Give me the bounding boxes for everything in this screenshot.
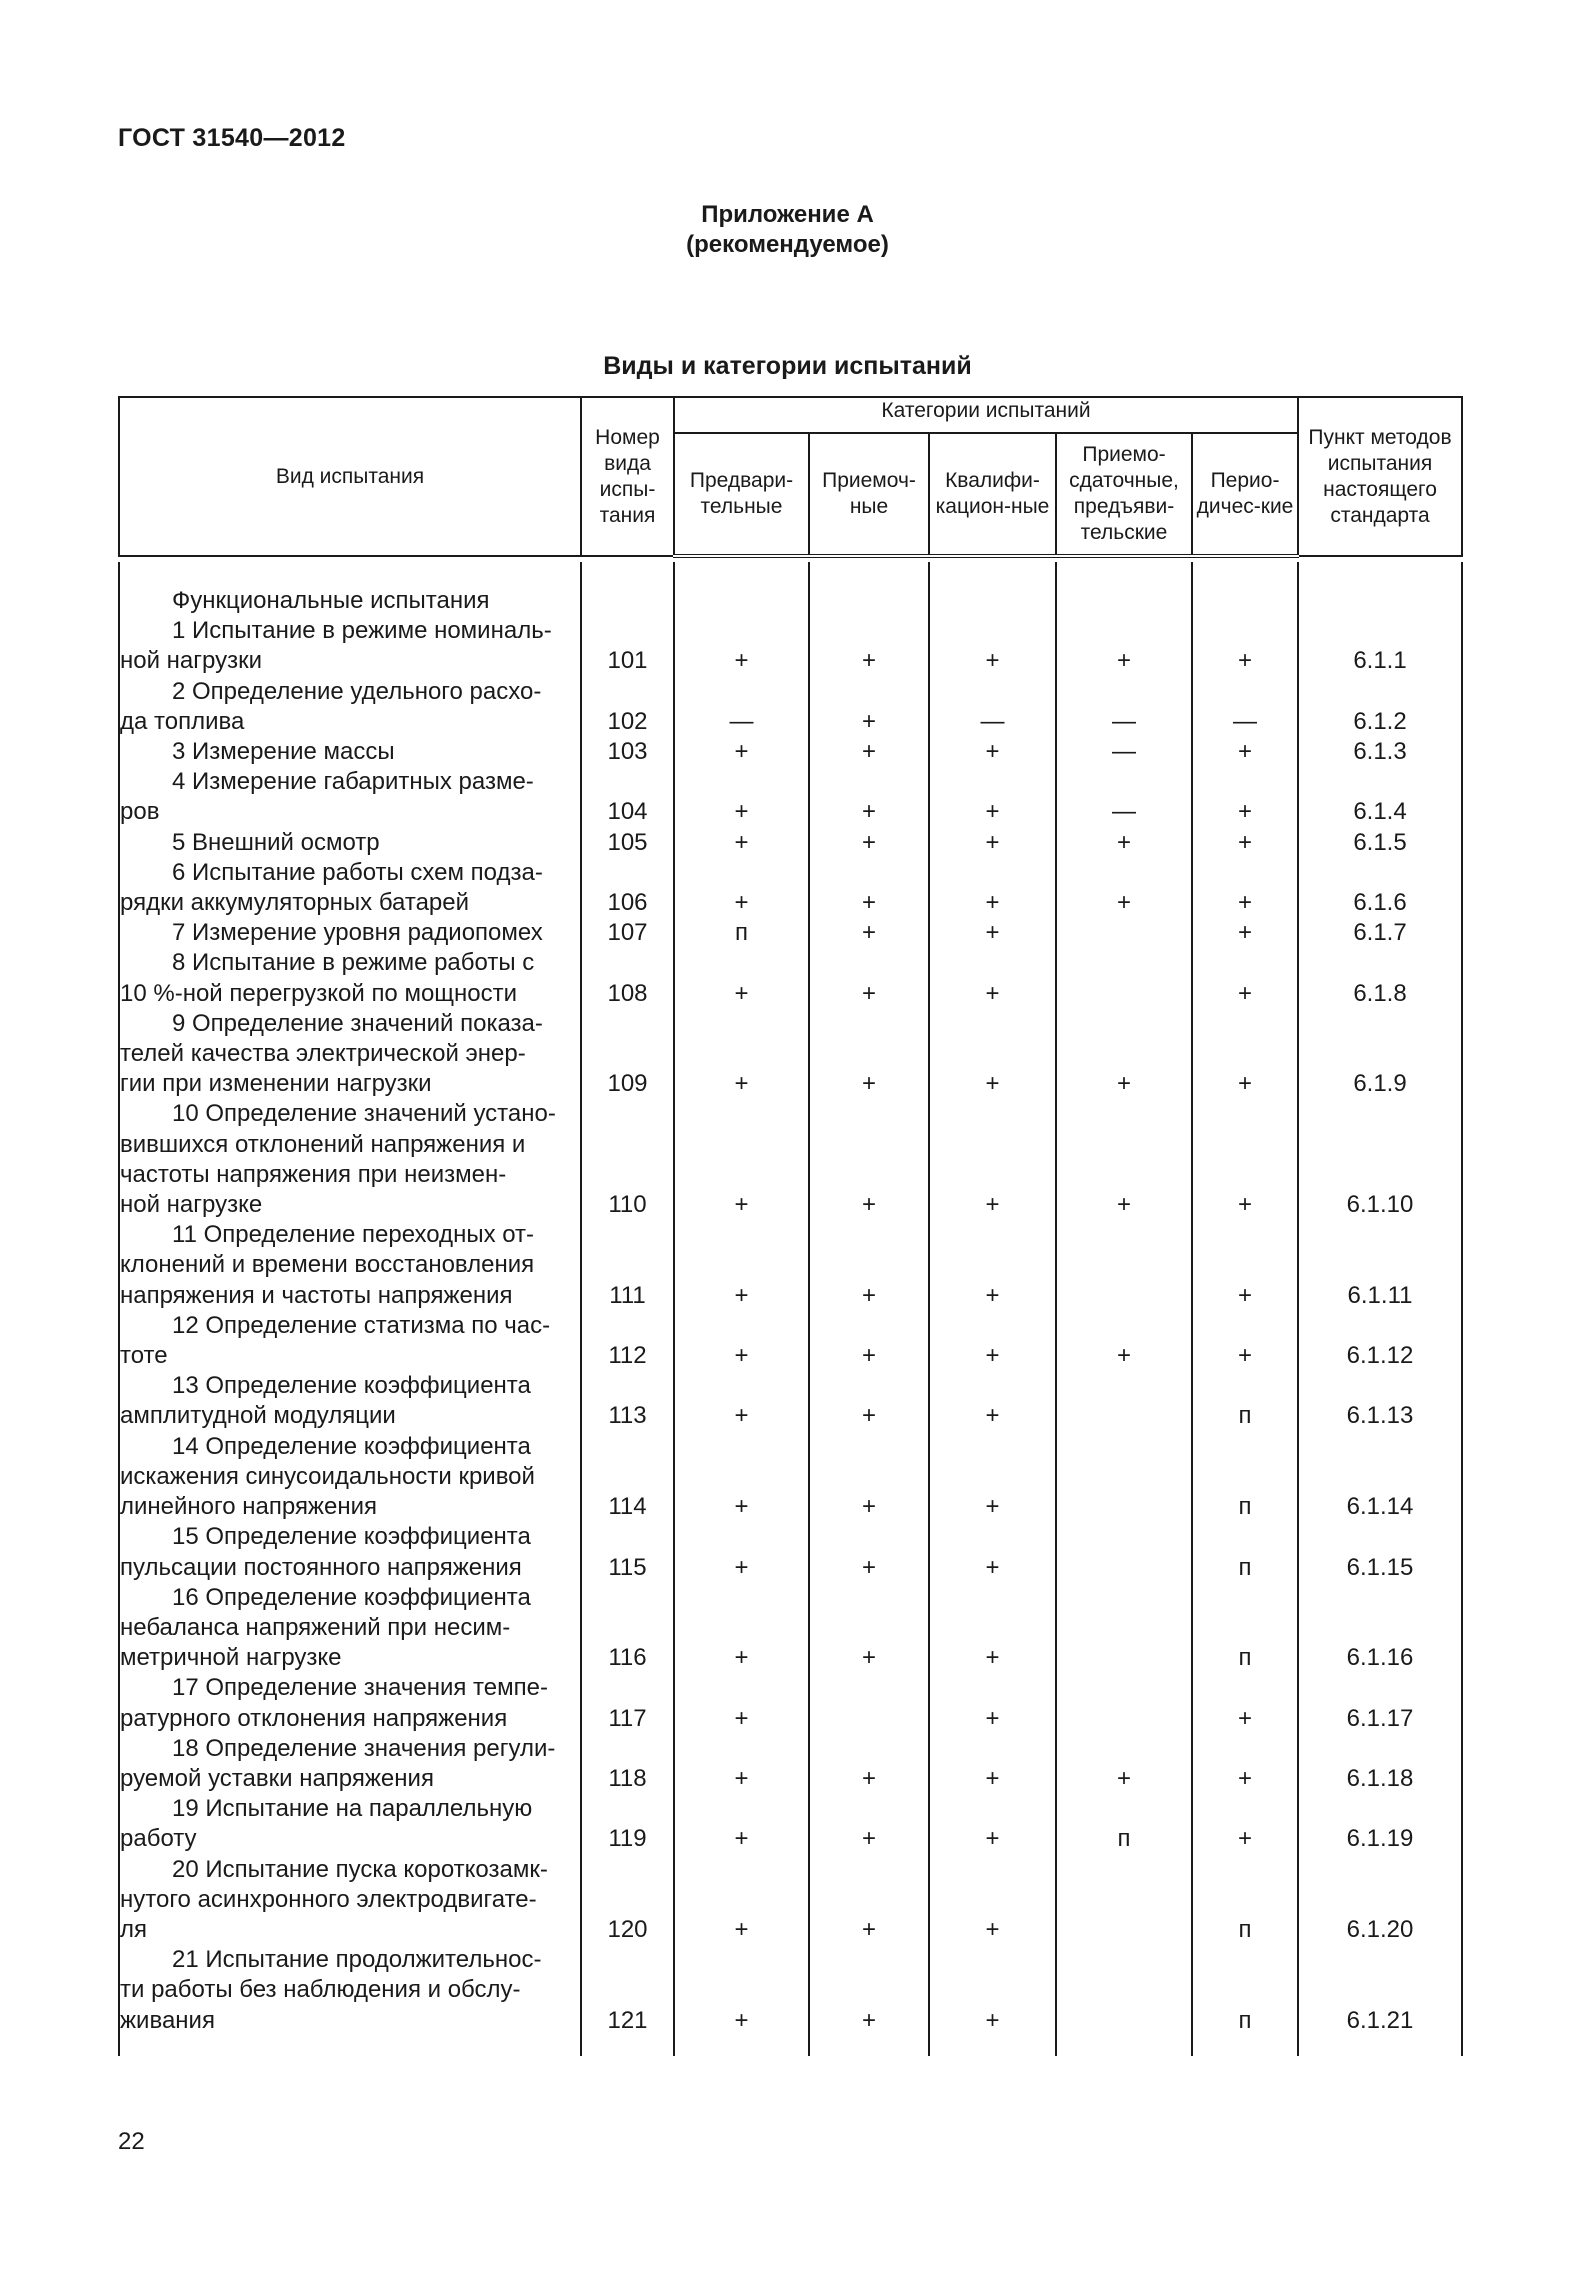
acceptance-cell: +: [809, 1522, 929, 1582]
periodic-cell: +: [1192, 1220, 1298, 1311]
table-row: [119, 1734, 1462, 1794]
table-row: [119, 1583, 1462, 1674]
test-name-line: нутого асинхронного электродвигате-: [120, 1885, 537, 1913]
test-name-cell: [119, 737, 581, 767]
delivery-cell: [1056, 1522, 1192, 1582]
test-name-line: вившихся отклонений напряжения и: [120, 1130, 526, 1158]
delivery-cell: +: [1056, 616, 1192, 676]
acceptance-cell: +: [809, 918, 929, 948]
acceptance-cell: +: [809, 1099, 929, 1220]
qualification-cell: +: [929, 918, 1056, 948]
periodic-cell: +: [1192, 1673, 1298, 1733]
delivery-cell: +: [1056, 1311, 1192, 1371]
delivery-cell: [1056, 1583, 1192, 1674]
test-name-cell: [119, 1371, 581, 1431]
method-clause-cell: 6.1.11: [1298, 1220, 1462, 1311]
test-name-line: 15 Определение коэффициента: [172, 1523, 531, 1551]
test-name-line: 1 Испытание в режиме номиналь-: [172, 617, 552, 645]
acceptance-cell: +: [809, 1432, 929, 1523]
test-name-line: 4 Измерение габаритных разме-: [172, 768, 534, 796]
table-body: [119, 562, 1462, 2056]
delivery-cell: —: [1056, 677, 1192, 737]
test-number-cell: 118: [581, 1734, 674, 1794]
test-number-cell: 110: [581, 1099, 674, 1220]
appendix-type: (рекомендуемое): [686, 231, 889, 258]
test-number-cell: 114: [581, 1432, 674, 1523]
test-name-line: искажения синусоидальности кривой: [120, 1462, 535, 1490]
delivery-cell: [1056, 1945, 1192, 2036]
qualification-cell: +: [929, 1855, 1056, 1946]
qualification-cell: +: [929, 1522, 1056, 1582]
test-name-cell: [119, 1099, 581, 1220]
col-qualification: Квалифи-кацион-ные: [929, 433, 1056, 556]
table-row: [119, 1099, 1462, 1220]
group-title: Функциональные испытания: [172, 587, 490, 614]
test-number-cell: 117: [581, 1673, 674, 1733]
qualification-cell: +: [929, 948, 1056, 1008]
delivery-cell: [1056, 948, 1192, 1008]
preliminary-cell: +: [674, 1099, 809, 1220]
appendix-title: Приложение А: [701, 201, 874, 228]
preliminary-cell: —: [674, 677, 809, 737]
col-acceptance: Приемоч-ные: [809, 433, 929, 556]
table-row: [119, 1522, 1462, 1582]
table-row: [119, 1855, 1462, 1946]
table-row: [119, 1371, 1462, 1431]
delivery-cell: —: [1056, 767, 1192, 827]
delivery-cell: [1056, 1432, 1192, 1523]
test-name-line: 19 Испытание на параллельную: [172, 1795, 533, 1823]
preliminary-cell: +: [674, 1794, 809, 1854]
col-method-clause: Пункт методов испытания настоящего стандарта: [1298, 397, 1462, 556]
page-number: 22: [118, 2128, 145, 2155]
test-name-line: небаланса напряжений при несим-: [120, 1613, 511, 1641]
col-test-number: Номер вида испы-тания: [581, 397, 674, 556]
test-number-cell: 105: [581, 828, 674, 858]
qualification-cell: +: [929, 767, 1056, 827]
standard-code: ГОСТ 31540—2012: [118, 124, 346, 152]
method-clause-cell: 6.1.12: [1298, 1311, 1462, 1371]
test-name-line: ров: [120, 798, 160, 826]
test-name-line: да топлива: [120, 707, 245, 735]
acceptance-cell: +: [809, 1945, 929, 2036]
test-name-line: 2 Определение удельного расхо-: [172, 677, 542, 705]
test-name-line: частоты напряжения при неизмен-: [120, 1160, 507, 1188]
qualification-cell: +: [929, 1432, 1056, 1523]
qualification-cell: +: [929, 737, 1056, 767]
col-test-type: Вид испытания: [119, 397, 581, 556]
test-name-cell: [119, 1794, 581, 1854]
periodic-cell: +: [1192, 1734, 1298, 1794]
test-number-cell: 109: [581, 1009, 674, 1100]
test-name-cell: [119, 767, 581, 827]
preliminary-cell: +: [674, 767, 809, 827]
test-name-line: 16 Определение коэффициента: [172, 1583, 531, 1611]
qualification-cell: +: [929, 1945, 1056, 2036]
qualification-cell: —: [929, 677, 1056, 737]
table-row: [119, 918, 1462, 948]
test-name-line: 10 %-ной перегрузкой по мощности: [120, 979, 518, 1007]
preliminary-cell: +: [674, 1945, 809, 2036]
table-row: [119, 616, 1462, 676]
periodic-cell: п: [1192, 1855, 1298, 1946]
periodic-cell: +: [1192, 828, 1298, 858]
acceptance-cell: +: [809, 828, 929, 858]
table-row: [119, 1794, 1462, 1854]
test-name-cell: [119, 677, 581, 737]
delivery-cell: п: [1056, 1794, 1192, 1854]
preliminary-cell: +: [674, 1432, 809, 1523]
periodic-cell: п: [1192, 1371, 1298, 1431]
col-categories: Категории испытаний: [674, 397, 1298, 433]
test-name-cell: [119, 918, 581, 948]
test-name-cell: [119, 1432, 581, 1523]
test-name-cell: [119, 828, 581, 858]
acceptance-cell: +: [809, 767, 929, 827]
periodic-cell: +: [1192, 948, 1298, 1008]
group-row: [119, 562, 1462, 616]
test-name-line: амплитудной модуляции: [120, 1402, 396, 1430]
test-name-line: 18 Определение значения регули-: [172, 1734, 556, 1762]
table-row: [119, 1673, 1462, 1733]
group-title-cell: [119, 562, 581, 616]
method-clause-cell: 6.1.18: [1298, 1734, 1462, 1794]
method-clause-cell: 6.1.20: [1298, 1855, 1462, 1946]
periodic-cell: +: [1192, 918, 1298, 948]
qualification-cell: +: [929, 858, 1056, 918]
preliminary-cell: +: [674, 858, 809, 918]
qualification-cell: +: [929, 1583, 1056, 1674]
table-row: [119, 1220, 1462, 1311]
preliminary-cell: +: [674, 1734, 809, 1794]
method-clause-cell: 6.1.19: [1298, 1794, 1462, 1854]
acceptance-cell: +: [809, 1734, 929, 1794]
test-number-cell: 104: [581, 767, 674, 827]
delivery-cell: +: [1056, 858, 1192, 918]
periodic-cell: —: [1192, 677, 1298, 737]
delivery-cell: +: [1056, 1009, 1192, 1100]
test-number-cell: 107: [581, 918, 674, 948]
test-name-line: линейного напряжения: [120, 1493, 377, 1521]
table-row: [119, 1432, 1462, 1523]
acceptance-cell: +: [809, 1583, 929, 1674]
test-name-cell: [119, 1220, 581, 1311]
qualification-cell: +: [929, 1099, 1056, 1220]
table-row: [119, 1311, 1462, 1371]
delivery-cell: +: [1056, 1734, 1192, 1794]
method-clause-cell: 6.1.7: [1298, 918, 1462, 948]
delivery-cell: [1056, 1855, 1192, 1946]
test-name-cell: [119, 948, 581, 1008]
periodic-cell: п: [1192, 1432, 1298, 1523]
test-number-cell: 113: [581, 1371, 674, 1431]
col-delivery: Приемо-сдаточные, предъяви-тельские: [1056, 433, 1192, 556]
test-name-line: 17 Определение значения темпе-: [172, 1674, 548, 1702]
periodic-cell: п: [1192, 1522, 1298, 1582]
delivery-cell: [1056, 918, 1192, 948]
test-number-cell: 115: [581, 1522, 674, 1582]
test-name-line: 14 Определение коэффициента: [172, 1432, 531, 1460]
test-name-line: работу: [120, 1825, 197, 1853]
test-number-cell: 120: [581, 1855, 674, 1946]
method-clause-cell: 6.1.6: [1298, 858, 1462, 918]
method-clause-cell: 6.1.9: [1298, 1009, 1462, 1100]
periodic-cell: п: [1192, 1945, 1298, 2036]
test-name-line: телей качества электрической энер-: [120, 1040, 526, 1068]
test-name-line: 6 Испытание работы схем подза-: [172, 858, 543, 886]
acceptance-cell: +: [809, 858, 929, 918]
table-row: [119, 828, 1462, 858]
test-number-cell: 119: [581, 1794, 674, 1854]
test-name-cell: [119, 1522, 581, 1582]
qualification-cell: +: [929, 1311, 1056, 1371]
table-row: [119, 1009, 1462, 1100]
test-number-cell: 108: [581, 948, 674, 1008]
test-number-cell: 102: [581, 677, 674, 737]
preliminary-cell: +: [674, 1855, 809, 1946]
test-number-cell: 101: [581, 616, 674, 676]
periodic-cell: +: [1192, 737, 1298, 767]
method-clause-cell: 6.1.13: [1298, 1371, 1462, 1431]
preliminary-cell: +: [674, 1311, 809, 1371]
preliminary-cell: +: [674, 737, 809, 767]
preliminary-cell: +: [674, 616, 809, 676]
method-clause-cell: 6.1.3: [1298, 737, 1462, 767]
acceptance-cell: +: [809, 677, 929, 737]
preliminary-cell: +: [674, 1220, 809, 1311]
preliminary-cell: п: [674, 918, 809, 948]
test-name-cell: [119, 616, 581, 676]
table-row: [119, 767, 1462, 827]
table-title: Виды и категории испытаний: [603, 352, 972, 380]
test-number-cell: 112: [581, 1311, 674, 1371]
test-number-cell: 111: [581, 1220, 674, 1311]
periodic-cell: +: [1192, 858, 1298, 918]
method-clause-cell: 6.1.10: [1298, 1099, 1462, 1220]
periodic-cell: +: [1192, 1099, 1298, 1220]
delivery-cell: [1056, 1371, 1192, 1431]
test-name-cell: [119, 1311, 581, 1371]
periodic-cell: +: [1192, 616, 1298, 676]
test-name-line: 20 Испытание пуска короткозамк-: [172, 1855, 548, 1883]
qualification-cell: +: [929, 1371, 1056, 1431]
preliminary-cell: +: [674, 1009, 809, 1100]
preliminary-cell: +: [674, 1583, 809, 1674]
acceptance-cell: +: [809, 948, 929, 1008]
test-name-line: ратурного отклонения напряжения: [120, 1704, 508, 1732]
test-name-line: руемой уставки напряжения: [120, 1764, 434, 1792]
method-clause-cell: 6.1.1: [1298, 616, 1462, 676]
test-name-line: гии при изменении нагрузки: [120, 1070, 432, 1098]
test-name-cell: [119, 1945, 581, 2036]
delivery-cell: +: [1056, 1099, 1192, 1220]
test-name-cell: [119, 1009, 581, 1100]
acceptance-cell: +: [809, 1794, 929, 1854]
test-name-line: метричной нагрузке: [120, 1644, 342, 1672]
qualification-cell: +: [929, 1794, 1056, 1854]
delivery-cell: —: [1056, 737, 1192, 767]
test-name-line: напряжения и частоты напряжения: [120, 1281, 513, 1309]
preliminary-cell: +: [674, 1371, 809, 1431]
test-name-line: ной нагрузки: [120, 647, 263, 675]
method-clause-cell: 6.1.8: [1298, 948, 1462, 1008]
test-name-line: 7 Измерение уровня радиопомех: [172, 919, 543, 947]
table-end-spacer: [119, 2036, 1462, 2056]
test-name-line: ной нагрузке: [120, 1191, 263, 1219]
periodic-cell: +: [1192, 1009, 1298, 1100]
periodic-cell: +: [1192, 1311, 1298, 1371]
test-number-cell: 121: [581, 1945, 674, 2036]
periodic-cell: +: [1192, 767, 1298, 827]
periodic-cell: п: [1192, 1583, 1298, 1674]
test-name-cell: [119, 1583, 581, 1674]
test-name-cell: [119, 1734, 581, 1794]
delivery-cell: [1056, 1673, 1192, 1733]
preliminary-cell: +: [674, 828, 809, 858]
table-row: [119, 737, 1462, 767]
delivery-cell: [1056, 1220, 1192, 1311]
test-name-line: 11 Определение переходных от-: [172, 1221, 535, 1249]
table-row: [119, 948, 1462, 1008]
table-row: [119, 858, 1462, 918]
test-name-line: ти работы без наблюдения и обслу-: [120, 1976, 521, 2004]
preliminary-cell: +: [674, 1673, 809, 1733]
test-name-line: 21 Испытание продолжительнос-: [172, 1946, 542, 1974]
tests-table: [118, 396, 1463, 2056]
preliminary-cell: +: [674, 948, 809, 1008]
delivery-cell: +: [1056, 828, 1192, 858]
acceptance-cell: [809, 1673, 929, 1733]
test-name-line: рядки аккумуляторных батарей: [120, 889, 470, 917]
test-name-line: 12 Определение статизма по час-: [172, 1311, 551, 1339]
test-name-line: 5 Внешний осмотр: [172, 828, 380, 856]
preliminary-cell: +: [674, 1522, 809, 1582]
appendix-heading: [0, 200, 1575, 260]
acceptance-cell: +: [809, 1220, 929, 1311]
test-name-cell: [119, 1673, 581, 1733]
qualification-cell: +: [929, 1220, 1056, 1311]
acceptance-cell: +: [809, 1371, 929, 1431]
table-header: [119, 397, 1462, 562]
qualification-cell: +: [929, 1673, 1056, 1733]
test-name-line: 10 Определение значений устано-: [172, 1100, 556, 1128]
test-name-cell: [119, 858, 581, 918]
test-name-line: 8 Испытание в режиме работы с: [172, 949, 535, 977]
table-row: [119, 1945, 1462, 2036]
acceptance-cell: +: [809, 1009, 929, 1100]
periodic-cell: +: [1192, 1794, 1298, 1854]
method-clause-cell: 6.1.21: [1298, 1945, 1462, 2036]
test-number-cell: 106: [581, 858, 674, 918]
method-clause-cell: 6.1.14: [1298, 1432, 1462, 1523]
method-clause-cell: 6.1.16: [1298, 1583, 1462, 1674]
acceptance-cell: +: [809, 1855, 929, 1946]
method-clause-cell: 6.1.17: [1298, 1673, 1462, 1733]
method-clause-cell: 6.1.15: [1298, 1522, 1462, 1582]
test-name-line: живания: [120, 2006, 215, 2034]
test-name-line: 9 Определение значений показа-: [172, 1009, 543, 1037]
col-preliminary: Предвари-тельные: [674, 433, 809, 556]
qualification-cell: +: [929, 616, 1056, 676]
method-clause-cell: 6.1.2: [1298, 677, 1462, 737]
test-name-line: 13 Определение коэффициента: [172, 1372, 531, 1400]
test-number-cell: 116: [581, 1583, 674, 1674]
qualification-cell: +: [929, 1734, 1056, 1794]
test-name-line: тоте: [120, 1342, 168, 1370]
acceptance-cell: +: [809, 737, 929, 767]
acceptance-cell: +: [809, 1311, 929, 1371]
qualification-cell: +: [929, 1009, 1056, 1100]
test-name-cell: [119, 1855, 581, 1946]
col-periodic: Перио-дичес-кие: [1192, 433, 1298, 556]
table-row: [119, 677, 1462, 737]
acceptance-cell: +: [809, 616, 929, 676]
qualification-cell: +: [929, 828, 1056, 858]
test-number-cell: 103: [581, 737, 674, 767]
method-clause-cell: 6.1.5: [1298, 828, 1462, 858]
method-clause-cell: 6.1.4: [1298, 767, 1462, 827]
test-name-line: клонений и времени восстановления: [120, 1251, 535, 1279]
test-name-line: 3 Измерение массы: [172, 738, 395, 766]
test-name-line: пульсации постоянного напряжения: [120, 1553, 522, 1581]
test-name-line: ля: [120, 1915, 147, 1943]
